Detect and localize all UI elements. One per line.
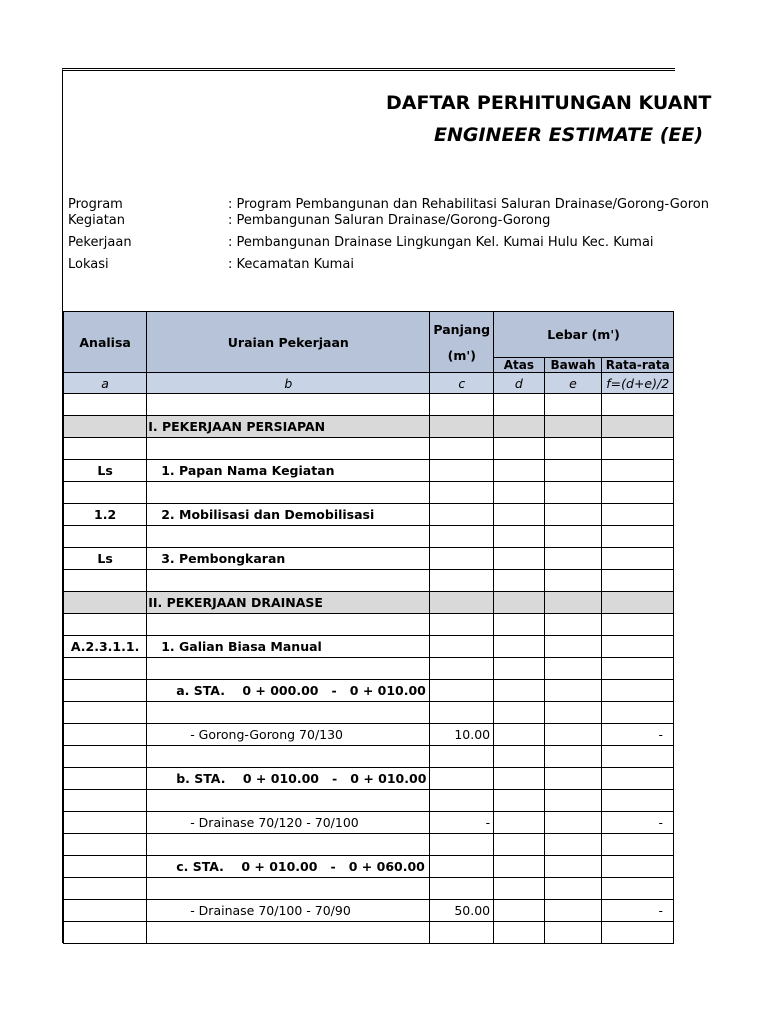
uraian-cell bbox=[147, 614, 430, 636]
panjang-cell bbox=[430, 394, 494, 416]
bawah-cell bbox=[544, 548, 602, 570]
rata-rata-cell bbox=[602, 834, 674, 856]
index-cell: c bbox=[430, 373, 494, 394]
blank-row bbox=[64, 614, 674, 636]
uraian-cell: c. STA. 0 + 010.00 - 0 + 060.00 bbox=[147, 856, 430, 878]
bawah-cell bbox=[544, 570, 602, 592]
info-label: Kegiatan bbox=[68, 213, 126, 228]
rata-rata-cell bbox=[602, 592, 674, 614]
rata-rata-cell bbox=[602, 614, 674, 636]
atas-cell bbox=[494, 702, 544, 724]
uraian-cell bbox=[147, 394, 430, 416]
atas-cell bbox=[494, 614, 544, 636]
analisa-cell bbox=[64, 922, 147, 944]
bawah-cell bbox=[544, 592, 602, 614]
panjang-cell bbox=[430, 922, 494, 944]
header-panjang bbox=[430, 312, 494, 373]
analisa-cell bbox=[64, 592, 147, 614]
section-row bbox=[64, 592, 674, 614]
rata-rata-cell bbox=[602, 570, 674, 592]
bawah-cell bbox=[544, 614, 602, 636]
index-cell: a bbox=[64, 373, 147, 394]
rata-rata-cell: - bbox=[602, 724, 674, 746]
index-cell: e bbox=[544, 373, 602, 394]
atas-cell bbox=[494, 680, 544, 702]
analisa-cell bbox=[64, 570, 147, 592]
blank-row bbox=[64, 790, 674, 812]
atas-cell bbox=[494, 768, 544, 790]
document-subtitle: ENGINEER ESTIMATE (EE) bbox=[434, 124, 704, 146]
analisa-cell bbox=[64, 812, 147, 834]
panjang-cell bbox=[430, 746, 494, 768]
analisa-cell bbox=[64, 900, 147, 922]
atas-cell bbox=[494, 438, 544, 460]
atas-cell bbox=[494, 482, 544, 504]
atas-cell bbox=[494, 812, 544, 834]
panjang-cell: 50.00 bbox=[430, 900, 494, 922]
rata-rata-cell bbox=[602, 636, 674, 658]
blank-row bbox=[64, 526, 674, 548]
analisa-cell bbox=[64, 416, 147, 438]
bawah-cell bbox=[544, 636, 602, 658]
bawah-cell bbox=[544, 394, 602, 416]
bawah-cell bbox=[544, 724, 602, 746]
analisa-cell bbox=[64, 746, 147, 768]
rata-rata-cell bbox=[602, 526, 674, 548]
uraian-cell: b. STA. 0 + 010.00 - 0 + 010.00 bbox=[147, 768, 430, 790]
uraian-cell: - Drainase 70/120 - 70/100 bbox=[147, 812, 430, 834]
atas-cell bbox=[494, 658, 544, 680]
header-panjang-unit: (m') bbox=[447, 348, 476, 363]
panjang-cell bbox=[430, 570, 494, 592]
index-cell: b bbox=[147, 373, 430, 394]
uraian-cell bbox=[147, 570, 430, 592]
rata-rata-cell bbox=[602, 438, 674, 460]
blank-row bbox=[64, 438, 674, 460]
bawah-cell bbox=[544, 834, 602, 856]
blank-row bbox=[64, 746, 674, 768]
bawah-cell bbox=[544, 922, 602, 944]
panjang-cell bbox=[430, 768, 494, 790]
bawah-cell bbox=[544, 900, 602, 922]
table-row bbox=[64, 724, 674, 746]
uraian-cell bbox=[147, 438, 430, 460]
blank-row bbox=[64, 482, 674, 504]
rata-rata-cell bbox=[602, 394, 674, 416]
rata-rata-cell bbox=[602, 790, 674, 812]
rata-rata-cell bbox=[602, 922, 674, 944]
bawah-cell bbox=[544, 680, 602, 702]
table-row bbox=[64, 548, 674, 570]
panjang-cell bbox=[430, 856, 494, 878]
header-rata-rata: Rata-rata bbox=[602, 358, 674, 373]
rata-rata-cell bbox=[602, 856, 674, 878]
analisa-cell bbox=[64, 526, 147, 548]
analisa-cell bbox=[64, 438, 147, 460]
bawah-cell bbox=[544, 526, 602, 548]
table-row bbox=[64, 900, 674, 922]
uraian-cell bbox=[147, 526, 430, 548]
bawah-cell bbox=[544, 812, 602, 834]
uraian-cell: 2. Mobilisasi dan Demobilisasi bbox=[147, 504, 430, 526]
rata-rata-cell bbox=[602, 548, 674, 570]
header-atas: Atas bbox=[494, 358, 544, 373]
panjang-cell bbox=[430, 878, 494, 900]
bawah-cell bbox=[544, 746, 602, 768]
panjang-cell: 10.00 bbox=[430, 724, 494, 746]
bawah-cell bbox=[544, 460, 602, 482]
blank-row bbox=[64, 702, 674, 724]
atas-cell bbox=[494, 856, 544, 878]
blank-row bbox=[64, 834, 674, 856]
table-row bbox=[64, 856, 674, 878]
panjang-cell bbox=[430, 658, 494, 680]
atas-cell bbox=[494, 592, 544, 614]
uraian-cell bbox=[147, 922, 430, 944]
panjang-cell bbox=[430, 460, 494, 482]
blank-row bbox=[64, 878, 674, 900]
info-label: Lokasi bbox=[68, 257, 109, 272]
panjang-cell bbox=[430, 614, 494, 636]
index-cell: f=(d+e)/2 bbox=[602, 373, 674, 394]
atas-cell bbox=[494, 922, 544, 944]
section-row bbox=[64, 416, 674, 438]
info-value: : Pembangunan Saluran Drainase/Gorong-Gorong bbox=[228, 213, 551, 228]
table-row bbox=[64, 504, 674, 526]
table-row bbox=[64, 680, 674, 702]
panjang-cell bbox=[430, 680, 494, 702]
panjang-cell bbox=[430, 592, 494, 614]
panjang-cell bbox=[430, 834, 494, 856]
header-panjang-label: Panjang bbox=[433, 322, 491, 337]
uraian-cell bbox=[147, 702, 430, 724]
analisa-cell bbox=[64, 614, 147, 636]
uraian-cell: 1. Galian Biasa Manual bbox=[147, 636, 430, 658]
atas-cell bbox=[494, 548, 544, 570]
info-value: : Kecamatan Kumai bbox=[228, 257, 354, 272]
blank-row bbox=[64, 570, 674, 592]
atas-cell bbox=[494, 504, 544, 526]
atas-cell bbox=[494, 724, 544, 746]
uraian-cell: - Drainase 70/100 - 70/90 bbox=[147, 900, 430, 922]
panjang-cell bbox=[430, 790, 494, 812]
rata-rata-cell bbox=[602, 680, 674, 702]
panjang-cell bbox=[430, 416, 494, 438]
rata-rata-cell bbox=[602, 504, 674, 526]
rata-rata-cell bbox=[602, 768, 674, 790]
header-analisa: Analisa bbox=[64, 312, 147, 373]
rata-rata-cell bbox=[602, 416, 674, 438]
uraian-cell: 3. Pembongkaran bbox=[147, 548, 430, 570]
analisa-cell bbox=[64, 702, 147, 724]
uraian-cell bbox=[147, 834, 430, 856]
rata-rata-cell: - bbox=[602, 900, 674, 922]
analisa-cell bbox=[64, 768, 147, 790]
atas-cell bbox=[494, 790, 544, 812]
info-label: Pekerjaan bbox=[68, 235, 132, 250]
analisa-cell: Ls bbox=[64, 460, 147, 482]
rata-rata-cell bbox=[602, 482, 674, 504]
panjang-cell bbox=[430, 636, 494, 658]
analisa-cell: A.2.3.1.1. bbox=[64, 636, 147, 658]
uraian-cell: - Gorong-Gorong 70/130 bbox=[147, 724, 430, 746]
analisa-cell bbox=[64, 482, 147, 504]
analisa-cell: 1.2 bbox=[64, 504, 147, 526]
bawah-cell bbox=[544, 790, 602, 812]
atas-cell bbox=[494, 394, 544, 416]
header-bawah: Bawah bbox=[544, 358, 602, 373]
rata-rata-cell bbox=[602, 746, 674, 768]
bawah-cell bbox=[544, 702, 602, 724]
table-row bbox=[64, 460, 674, 482]
column-index-row bbox=[64, 373, 674, 394]
uraian-cell bbox=[147, 658, 430, 680]
header-lebar: Lebar (m') bbox=[494, 312, 674, 358]
document-title: DAFTAR PERHITUNGAN KUANT bbox=[386, 92, 712, 114]
blank-row bbox=[64, 658, 674, 680]
analisa-cell bbox=[64, 680, 147, 702]
uraian-cell: I. PEKERJAAN PERSIAPAN bbox=[147, 416, 430, 438]
info-label: Program bbox=[68, 197, 123, 212]
panjang-cell bbox=[430, 504, 494, 526]
atas-cell bbox=[494, 636, 544, 658]
rata-rata-cell bbox=[602, 878, 674, 900]
table-body bbox=[64, 394, 674, 944]
uraian-cell: a. STA. 0 + 000.00 - 0 + 010.00 bbox=[147, 680, 430, 702]
analisa-cell bbox=[64, 790, 147, 812]
uraian-cell bbox=[147, 482, 430, 504]
uraian-cell bbox=[147, 746, 430, 768]
rata-rata-cell: - bbox=[602, 812, 674, 834]
index-cell: d bbox=[494, 373, 544, 394]
analisa-cell bbox=[64, 834, 147, 856]
atas-cell bbox=[494, 416, 544, 438]
bawah-cell bbox=[544, 416, 602, 438]
header-uraian: Uraian Pekerjaan bbox=[147, 312, 430, 373]
bawah-cell bbox=[544, 504, 602, 526]
panjang-cell bbox=[430, 526, 494, 548]
rata-rata-cell bbox=[602, 658, 674, 680]
info-value: : Program Pembangunan dan Rehabilitasi Saluran Drainase/Gorong-Goron bbox=[228, 197, 709, 212]
analisa-cell bbox=[64, 856, 147, 878]
quantity-table bbox=[63, 311, 674, 944]
analisa-cell: Ls bbox=[64, 548, 147, 570]
table-row bbox=[64, 636, 674, 658]
uraian-cell: II. PEKERJAAN DRAINASE bbox=[147, 592, 430, 614]
atas-cell bbox=[494, 746, 544, 768]
bawah-cell bbox=[544, 658, 602, 680]
rata-rata-cell bbox=[602, 460, 674, 482]
atas-cell bbox=[494, 834, 544, 856]
uraian-cell bbox=[147, 878, 430, 900]
atas-cell bbox=[494, 878, 544, 900]
panjang-cell bbox=[430, 702, 494, 724]
table-row bbox=[64, 768, 674, 790]
atas-cell bbox=[494, 526, 544, 548]
bawah-cell bbox=[544, 768, 602, 790]
rata-rata-cell bbox=[602, 702, 674, 724]
atas-cell bbox=[494, 900, 544, 922]
blank-row bbox=[64, 394, 674, 416]
info-value: : Pembangunan Drainase Lingkungan Kel. Kumai Hulu Kec. Kumai bbox=[228, 235, 654, 250]
atas-cell bbox=[494, 460, 544, 482]
table-row bbox=[64, 812, 674, 834]
uraian-cell bbox=[147, 790, 430, 812]
analisa-cell bbox=[64, 394, 147, 416]
analisa-cell bbox=[64, 878, 147, 900]
bawah-cell bbox=[544, 482, 602, 504]
analisa-cell bbox=[64, 724, 147, 746]
panjang-cell bbox=[430, 438, 494, 460]
blank-row bbox=[64, 922, 674, 944]
bawah-cell bbox=[544, 438, 602, 460]
uraian-cell: 1. Papan Nama Kegiatan bbox=[147, 460, 430, 482]
analisa-cell bbox=[64, 658, 147, 680]
panjang-cell bbox=[430, 482, 494, 504]
panjang-cell bbox=[430, 548, 494, 570]
panjang-cell: - bbox=[430, 812, 494, 834]
bawah-cell bbox=[544, 878, 602, 900]
bawah-cell bbox=[544, 856, 602, 878]
atas-cell bbox=[494, 570, 544, 592]
